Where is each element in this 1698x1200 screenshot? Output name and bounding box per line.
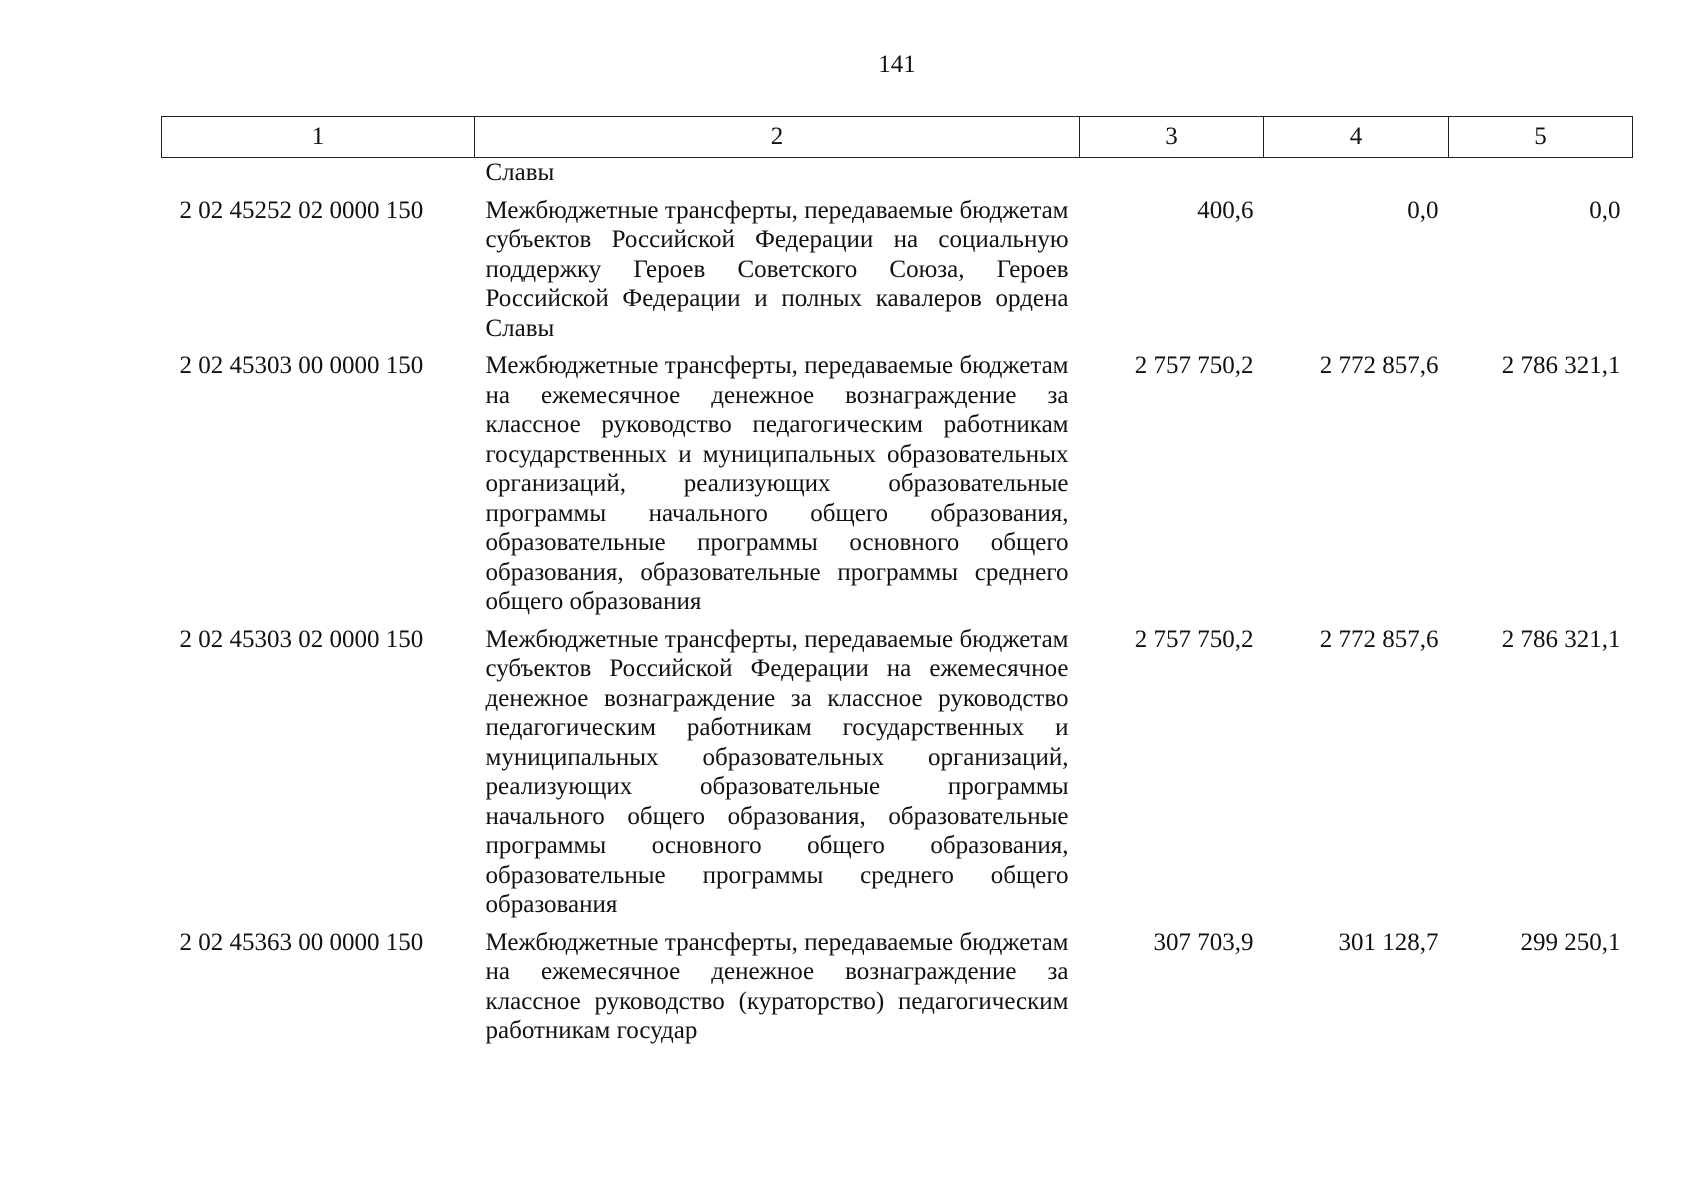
header-col-1: 1: [162, 117, 475, 158]
row-value-col3: 307 703,9: [1153, 928, 1254, 956]
header-row: [162, 117, 1633, 158]
row-code: 2 02 45303 02 0000 150: [179, 625, 424, 653]
table-row: [162, 617, 1633, 920]
row-value-col4: 2 772 857,6: [1319, 352, 1439, 379]
row-code: [162, 158, 475, 188]
row-name: Межбюджетные трансферты, передаваемые бюджетам субъектов Российской Федерации на ежемесячное денежное вознаграждение за классное руководство педагогическим работникам государственных и муниципальных образовательных организаций, реализующих образовательные программы начального общего образования, образовательные программы основного общего образования, образовательные программы среднего общего образования: [485, 625, 1069, 918]
row-value-col3: [1080, 158, 1264, 188]
table-row: [162, 188, 1633, 344]
row-value-col3: 2 757 750,2: [1134, 352, 1254, 379]
row-name: Межбюджетные трансферты, передаваемые бюджетам на ежемесячное денежное вознаграждение за классное руководство педагогическим работникам государственных и муниципальных образовательных организаций, реализующих образовательные программы начального общего образования, образовательные программы основного общего образования, образовательные программы среднего общего образования: [485, 352, 1069, 615]
row-value-col5: [1449, 158, 1633, 188]
row-value-col4: 2 772 857,6: [1319, 625, 1439, 653]
row-value-col4: 0,0: [1407, 196, 1439, 224]
row-name: Межбюджетные трансферты, передаваемые бюджетам субъектов Российской Федерации на социальную поддержку Героев Советского Союза, Героев Российской Федерации и полных кавалеров ордена Славы: [485, 196, 1069, 342]
budget-table: [161, 116, 1633, 1046]
row-value-col4: [1264, 158, 1449, 188]
row-value-col5: 299 250,1: [1520, 928, 1621, 956]
row-value-col3: 2 757 750,2: [1134, 625, 1254, 653]
row-value-col5: 0,0: [1589, 196, 1621, 224]
row-name: Славы: [485, 159, 555, 186]
table-row: [162, 158, 1633, 188]
header-col-4: 4: [1264, 117, 1449, 158]
row-code: 2 02 45363 00 0000 150: [179, 928, 424, 956]
row-value-col5: 2 786 321,1: [1501, 625, 1621, 653]
page-number: 141: [878, 51, 916, 78]
header-col-5: 5: [1449, 117, 1633, 158]
row-code: 2 02 45303 00 0000 150: [179, 352, 424, 379]
row-value-col3: 400,6: [1197, 196, 1254, 224]
header-col-2: 2: [475, 117, 1080, 158]
table-row: [162, 343, 1633, 617]
row-value-col5: 2 786 321,1: [1501, 352, 1621, 379]
row-code: 2 02 45252 02 0000 150: [179, 196, 424, 224]
table-header: [162, 117, 1633, 158]
table-row: [162, 920, 1633, 1046]
row-name: Межбюджетные трансферты, передаваемые бюджетам на ежемесячное денежное вознаграждение за классное руководство (кураторство) педагогическим работникам государ: [485, 928, 1069, 1044]
header-col-3: 3: [1080, 117, 1264, 158]
table-body: [162, 158, 1633, 1046]
row-value-col4: 301 128,7: [1338, 928, 1439, 956]
